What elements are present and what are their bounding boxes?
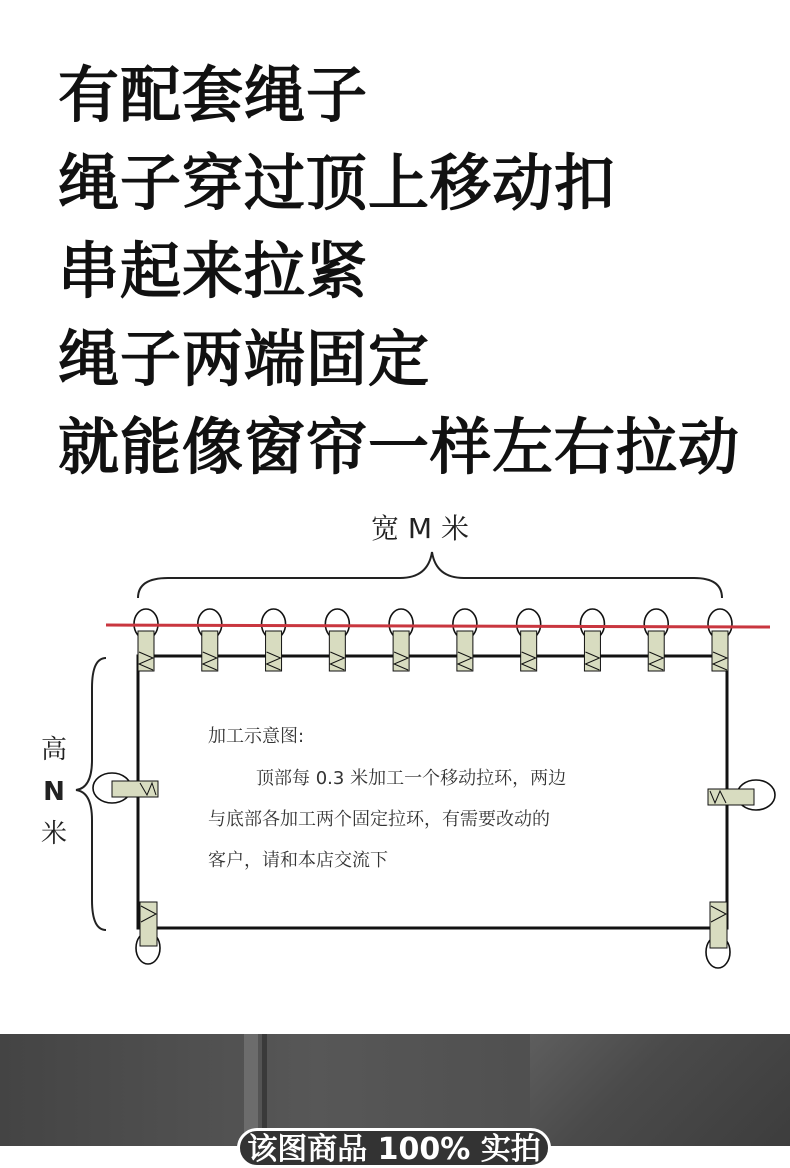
photo-fabric-edge bbox=[530, 1034, 790, 1146]
top-ring bbox=[708, 609, 732, 671]
bottom-banner-badge: 该图商品 100% 实拍 bbox=[237, 1128, 551, 1168]
height-label-char-1: 高 bbox=[40, 735, 68, 765]
top-ring bbox=[580, 609, 604, 671]
top-ring bbox=[453, 609, 477, 671]
note-line-2: 与底部各加工两个固定拉环，有需要改动的 bbox=[208, 809, 550, 830]
width-brace bbox=[138, 552, 722, 598]
headline-line-4: 绳子两端固定 bbox=[58, 324, 431, 395]
headline-line-2: 绳子穿过顶上移动扣 bbox=[58, 148, 617, 219]
headline-line-5: 就能像窗帘一样左右拉动 bbox=[58, 412, 741, 483]
height-label-char-2: N bbox=[43, 777, 65, 807]
top-ring bbox=[325, 609, 349, 671]
top-ring bbox=[389, 609, 413, 671]
side-ring-left bbox=[93, 773, 158, 803]
top-ring bbox=[644, 609, 668, 671]
top-ring bbox=[517, 609, 541, 671]
height-label-char-3: 米 bbox=[40, 819, 68, 849]
note-title: 加工示意图: bbox=[208, 726, 305, 747]
top-ring bbox=[134, 609, 158, 671]
top-ring bbox=[262, 609, 286, 671]
bottom-ring-right bbox=[706, 902, 730, 968]
headline-line-3: 串起来拉紧 bbox=[58, 236, 369, 307]
side-ring-right bbox=[708, 780, 775, 810]
tarp-diagram bbox=[0, 490, 790, 990]
headline-line-1: 有配套绳子 bbox=[58, 60, 369, 131]
headline-block bbox=[58, 52, 740, 492]
rope-line bbox=[106, 625, 770, 627]
top-ring bbox=[198, 609, 222, 671]
tarp-outline bbox=[138, 656, 727, 928]
width-label: 宽 M 米 bbox=[371, 512, 469, 545]
bottom-ring-left bbox=[136, 902, 160, 964]
note-line-3: 客户，请和本店交流下 bbox=[208, 850, 388, 871]
note-line-1: 顶部每 0.3 米加工一个移动拉环，两边 bbox=[256, 768, 567, 789]
top-rings-group bbox=[134, 609, 732, 671]
